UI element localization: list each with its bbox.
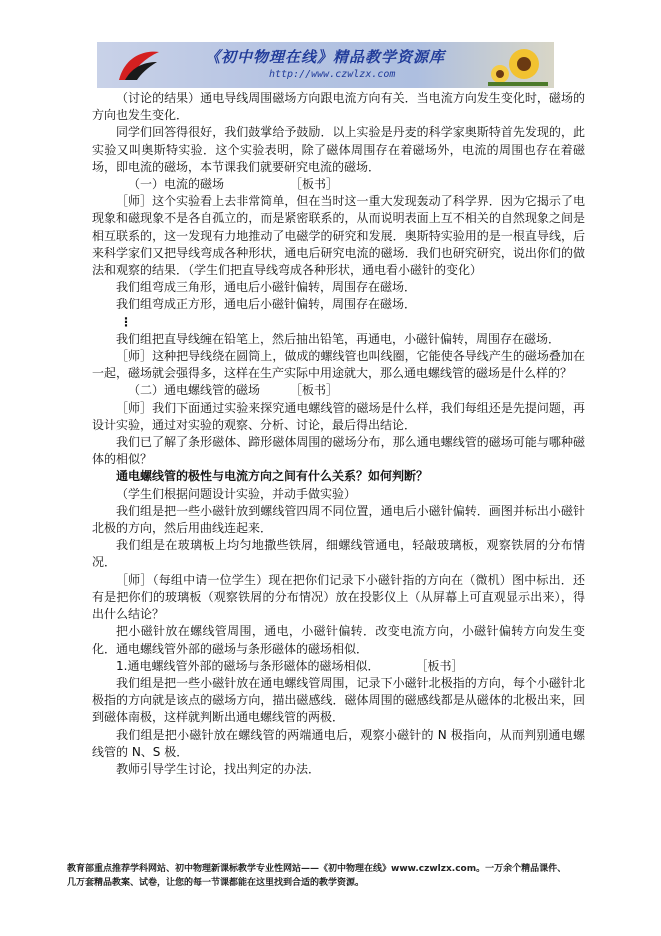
footer-line-2: 几万套精品教案、试卷，让您的每一节课都能在这里找到合适的教学资源。 xyxy=(67,878,365,888)
paragraph-discussion-result: （讨论的结果）通电导线周围磁场方向跟电流方向有关．当电流方向发生变化时，磁场的方向也发生变化． xyxy=(92,91,585,123)
logo-icon xyxy=(115,46,163,84)
paragraph-poles: 我们组是把小磁针放在螺线管的两端通电后，观察小磁针的 N 极指向，从而判别通电螺线管的 N、S 极． xyxy=(92,727,585,759)
banner-url[interactable]: http://www.czwlzx.com xyxy=(269,69,396,80)
paragraph-triangle: 我们组弯成三角形，通电后小磁针偏转，周围存在磁场． xyxy=(116,280,417,295)
paragraph-teacher-1: ［师］这个实验看上去非常简单，但在当时这一重大发现轰动了科学界．因为它揭示了电现象和磁现象不是各自孤立的，而是紧密联系的，从而说明表面上互不相关的自然现象之间是相互联系的，这一发现有力地推动了电磁学的研究和发展．奥斯特实验用的是一根直导线，后来科学家们又把导线弯成各种形状，通电后研究电流的磁场．我们也研究研究，说出你们的做法和观察的结果．（学生们把直导线弯成各种形状，通电看小磁针的变化） xyxy=(92,194,585,278)
paragraph-teacher-4: ［师］（每组中请一位学生）现在把你们记录下小磁针指的方向在（微机）图中标出．还有是把你们的玻璃板（观察铁屑的分布情况）放在投影仪上（从屏幕上可直观显示出来），得出什么结论？ xyxy=(92,572,585,622)
paragraph-teacher-3: ［师］我们下面通过实验来探究通电螺线管的磁场是什么样，我们每组还是先提问题，再设计实验，通过对实验的观察、分析、讨论，最后得出结论． xyxy=(92,400,585,432)
page-footer xyxy=(67,862,607,890)
header-banner xyxy=(97,42,554,88)
sunflower-icon xyxy=(488,44,548,86)
footer-line-1: 教育部重点推荐学科网站、初中物理新课标教学专业性网站——《初中物理在线》www.czwlzx.com。一万余个精品课件、 xyxy=(67,864,567,874)
paragraph-teacher-guide: 教师引导学生讨论，找出判定的办法． xyxy=(116,761,321,776)
paragraph-pencil: 我们组把直导线缠在铅笔上，然后抽出铅笔，再通电，小磁针偏转，周围存在磁场． xyxy=(116,331,561,346)
paragraph-students-design: （学生们根据问题设计实验，并动手做实验） xyxy=(116,486,357,501)
paragraph-field-lines: 我们组是把一些小磁针放在通电螺线管周围，记录下小磁针北极指的方向，每个小磁针北极指的方向就是该点的磁场方向，描出磁感线．磁体周围的磁感线都是从磁体的北极出来，回到磁体南极，这样就判断出通电螺线管的两极． xyxy=(92,675,585,725)
paragraph-question-2: 通电螺线管的极性与电流方向之间有什么关系？如何判断？ xyxy=(116,469,429,484)
paragraph-group-filings: 我们组是在玻璃板上均匀地撒些铁屑，细螺线管通电，轻敲玻璃板，观察铁屑的分布情况． xyxy=(92,538,585,570)
section-heading-current-field: （一）电流的磁场 ［板书］ xyxy=(128,177,339,192)
paragraph-question-1: 我们已了解了条形磁体、蹄形磁体周围的磁场分布，那么通电螺线管的磁场可能与哪种磁体的相似？ xyxy=(92,435,585,467)
banner-title: 《初中物理在线》精品教学资源库 xyxy=(205,48,446,66)
document-body xyxy=(92,90,585,778)
paragraph-teacher-2: ［师］这种把导线绕在圆筒上，做成的螺线管也叫线圈，它能使各导线产生的磁场叠加在一起，磁场就会强得多，这样在生产实际中用途就大，那么通电螺线管的磁场是什么样的？ xyxy=(92,349,585,381)
paragraph-group-compass: 我们组是把一些小磁针放到螺线管四周不同位置，通电后小磁针偏转．画图并标出小磁针北极的方向，然后用曲线连起来． xyxy=(92,503,585,536)
ellipsis-marker: ⋮ xyxy=(120,314,132,329)
board-note-1: 1.通电螺线管外部的磁场与条形磁体的磁场相似． ［板书］ xyxy=(116,658,464,673)
paragraph-oersted: 同学们回答得很好，我们鼓掌给予鼓励．以上实验是丹麦的科学家奥斯特首先发现的，此实验又叫奥斯特实验．这个实验表明，除了磁体周围存在着磁场外，电流的周围也存在着磁场，即电流的磁场，本节课我们就要研究电流的磁场． xyxy=(92,125,585,174)
section-heading-solenoid: （二）通电螺线管的磁场 ［板书］ xyxy=(128,383,339,398)
paragraph-conclusion: 把小磁针放在螺线管周围，通电，小磁针偏转．改变电流方向，小磁针偏转方向发生变化．通电螺线管外部的磁场与条形磁体的磁场相似． xyxy=(92,624,585,656)
paragraph-square: 我们组弯成正方形，通电后小磁针偏转，周围存在磁场． xyxy=(116,297,417,312)
